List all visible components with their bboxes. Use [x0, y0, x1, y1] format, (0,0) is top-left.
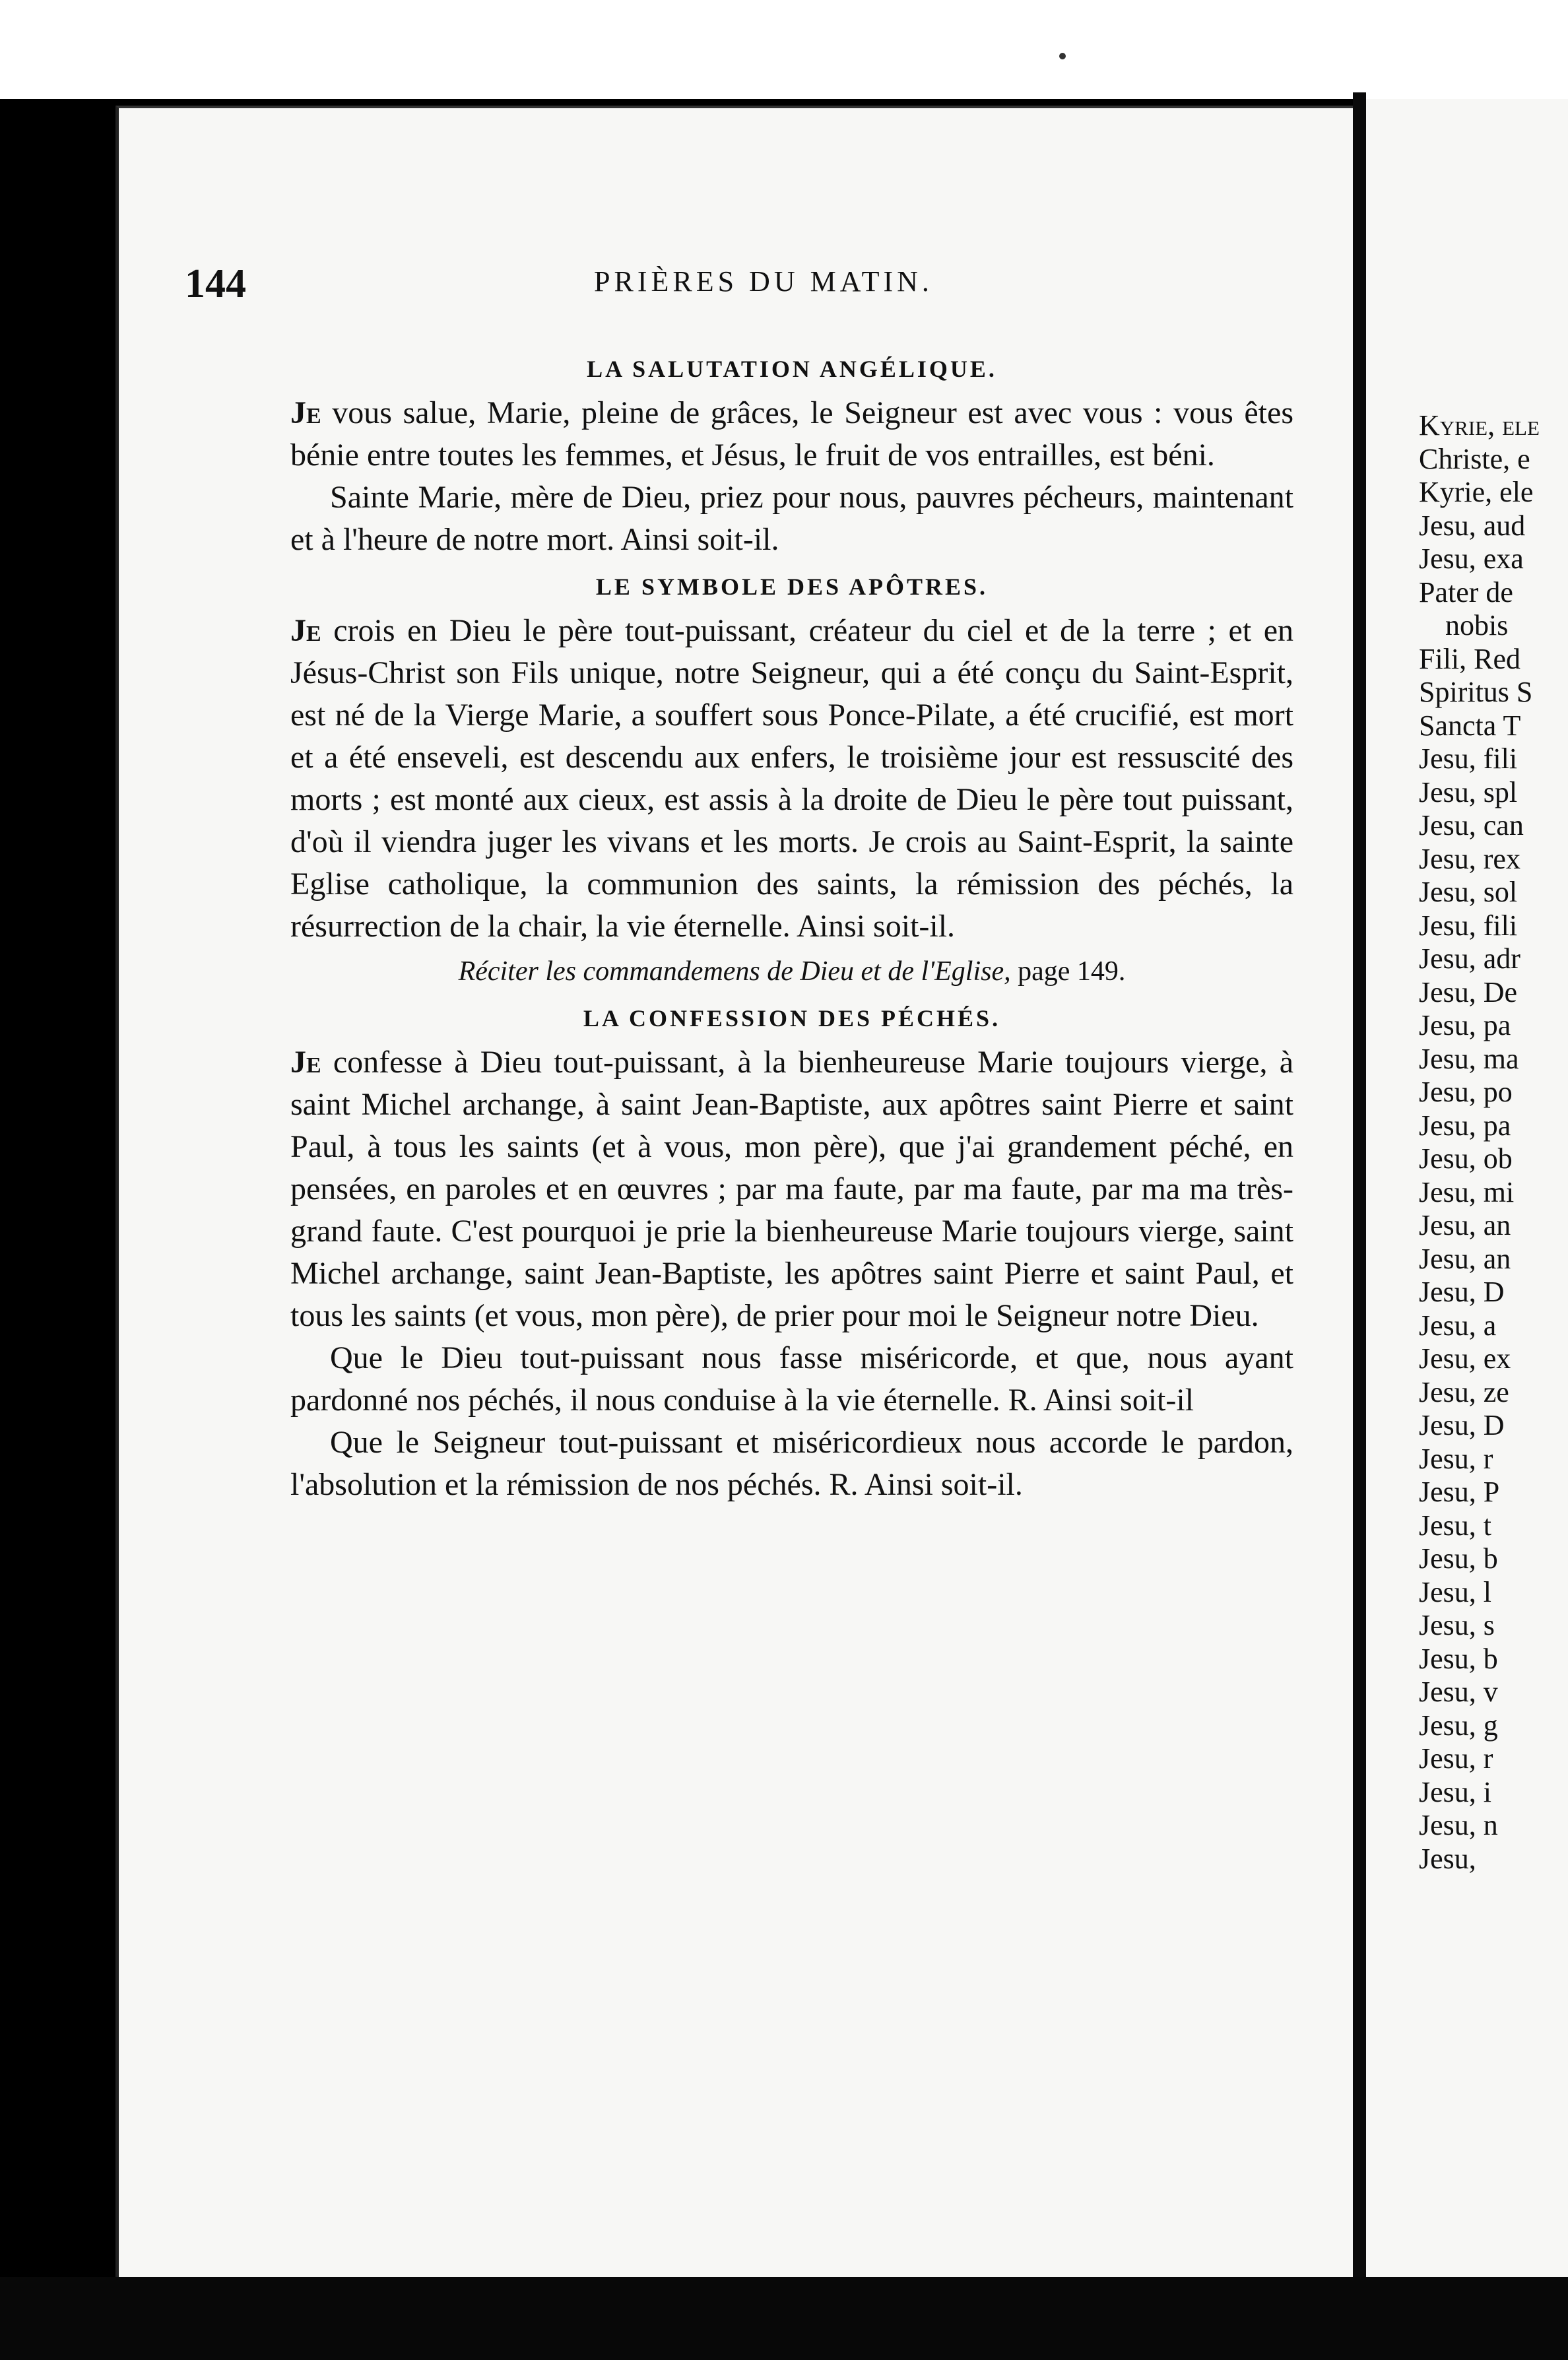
- litany-line: Jesu, rex: [1419, 842, 1520, 875]
- prayer-text: [290, 343, 1293, 1506]
- litany-line: Jesu, t: [1419, 1509, 1491, 1542]
- paragraph-text: Sainte Marie, mère de Dieu, priez pour nous, pauvres pécheurs, maintenant et à l'heure de notre mort. Ainsi soit-il.: [290, 480, 1293, 557]
- litany-line: Jesu, n: [1419, 1809, 1498, 1841]
- litany-line: Jesu, exa: [1419, 542, 1524, 575]
- litany-line: Jesu, sol: [1419, 876, 1518, 908]
- litany-line: Jesu, ex: [1419, 1342, 1511, 1375]
- book-gutter: [1353, 92, 1366, 2290]
- litany-line: Jesu, D: [1419, 1409, 1505, 1441]
- litany-line: Jesu, b: [1419, 1642, 1498, 1675]
- right-page-litany: [1419, 409, 1568, 1876]
- paragraph: [290, 1337, 1293, 1422]
- lead-word: Je: [290, 395, 321, 430]
- rubric-instruction: [290, 950, 1293, 993]
- lead-word: Je: [290, 1045, 321, 1080]
- litany-line: Jesu, ze: [1419, 1375, 1509, 1408]
- litany-line: Jesu, g: [1419, 1709, 1498, 1742]
- ink-speck: [1059, 53, 1066, 59]
- paragraph-text: vous salue, Marie, pleine de grâces, le Seigneur est avec vous : vous êtes bénie entre toutes les femmes, et Jésus, le fruit de vos entrailles, est béni.: [290, 395, 1293, 473]
- litany-line: Jesu, spl: [1419, 775, 1518, 808]
- paragraph: [290, 392, 1293, 476]
- litany-line: Jesu, s: [1419, 1609, 1495, 1641]
- scan-top-margin: [0, 0, 1568, 99]
- running-head: [185, 261, 1293, 307]
- litany-line: Jesu, P: [1419, 1476, 1500, 1508]
- running-title: PRIÈRES DU MATIN.: [594, 265, 933, 298]
- litany-line: Jesu, ob: [1419, 1142, 1513, 1175]
- litany-line: Jesu, pa: [1419, 1009, 1511, 1041]
- litany-line: Pater de: [1419, 575, 1513, 608]
- litany-line: Kyrie, ele: [1419, 476, 1534, 508]
- litany-line: Jesu, fili: [1419, 742, 1518, 775]
- litany-line: Jesu, aud: [1419, 509, 1526, 542]
- rubric-page-ref: page 149.: [1010, 956, 1126, 987]
- litany-line: Jesu, a: [1419, 1309, 1497, 1342]
- paragraph: [290, 1041, 1293, 1337]
- paragraph-text: Que le Seigneur tout-puissant et miséricordieux nous accorde le pardon, l'absolution et la rémission de nos péchés. R. Ainsi soit-il.: [290, 1425, 1293, 1502]
- section-heading: LA SALUTATION ANGÉLIQUE.: [587, 356, 997, 382]
- litany-line: Sancta T: [1419, 709, 1521, 742]
- litany-line: Jesu, ma: [1419, 1042, 1519, 1075]
- paragraph-text: confesse à Dieu tout-puissant, à la bienheureuse Marie toujours vierge, à saint Michel archange, à saint Jean-Baptiste, aux apôtres saint Pierre et saint Paul, à tous les saints (et à vous, mon père), que j'ai grandement péché, en pensées, en paroles et en œuvres ; par ma faute, par ma faute, par ma ma très-grand faute. C'est pourquoi je prie la bienheureuse Marie toujours vierge, saint Michel archange, saint Jean-Baptiste, les apôtres saint Pierre et saint Paul, et tous les saints (et vous, mon père), de prier pour moi le Seigneur notre Dieu.: [290, 1045, 1293, 1333]
- litany-line: Jesu, r: [1419, 1742, 1493, 1775]
- litany-line: Jesu, fili: [1419, 909, 1518, 942]
- section-heading: LE SYMBOLE DES APÔTRES.: [595, 574, 989, 600]
- paragraph-text: crois en Dieu le père tout-puissant, créateur du ciel et de la terre ; et en Jésus-Christ son Fils unique, notre Seigneur, qui a été conçu du Saint-Esprit, est né de la Vierge Marie, a souffert sous Ponce-Pilate, a été crucifié, est mort et a été enseveli, est descendu aux enfers, le troisième jour est ressuscité des morts ; est monté aux cieux, est assis à la droite de Dieu le père tout puissant, d'où il viendra juger les vivans et les morts. Je crois au Saint-Esprit, la sainte Eglise catholique, la communion des saints, la rémission des péchés, la résurrection de la chair, la vie éternelle. Ainsi soit-il.: [290, 613, 1293, 944]
- litany-line: Jesu, can: [1419, 809, 1524, 841]
- litany-line: Jesu, l: [1419, 1575, 1491, 1608]
- litany-line: Spiritus S: [1419, 676, 1533, 708]
- scan-bottom-shadow: [0, 2277, 1568, 2360]
- paragraph: [290, 476, 1293, 561]
- litany-line: Jesu, r: [1419, 1442, 1493, 1475]
- paragraph: [290, 610, 1293, 948]
- paragraph: [290, 1422, 1293, 1506]
- litany-line: Jesu, mi: [1419, 1175, 1515, 1208]
- page-number: 144: [185, 261, 246, 306]
- litany-line: Fili, Red: [1419, 642, 1521, 675]
- rubric-text: Réciter les commandemens de Dieu et de l'Eglise,: [458, 956, 1011, 987]
- lead-word: Je: [290, 613, 321, 648]
- litany-line: Jesu, De: [1419, 975, 1518, 1008]
- litany-line: Jesu, D: [1419, 1276, 1505, 1308]
- paragraph-text: Que le Dieu tout-puissant nous fasse miséricorde, et que, nous ayant pardonné nos péchés, il nous conduise à la vie éternelle. R. Ainsi soit-il: [290, 1340, 1293, 1418]
- litany-line: nobis: [1445, 609, 1509, 641]
- section-heading: LA CONFESSION DES PÉCHÉS.: [583, 1005, 1001, 1032]
- litany-line: Jesu, v: [1419, 1676, 1498, 1708]
- litany-line: Jesu, i: [1419, 1775, 1491, 1808]
- litany-line: Jesu,: [1419, 1842, 1476, 1875]
- litany-line: Christe, e: [1419, 442, 1530, 475]
- litany-line: Jesu, adr: [1419, 942, 1520, 975]
- litany-line: Jesu, an: [1419, 1242, 1511, 1275]
- litany-line: Jesu, an: [1419, 1209, 1511, 1241]
- litany-line: Jesu, b: [1419, 1542, 1498, 1575]
- litany-line: Kyrie, ele: [1419, 409, 1540, 442]
- litany-line: Jesu, pa: [1419, 1109, 1511, 1142]
- litany-line: Jesu, po: [1419, 1076, 1513, 1108]
